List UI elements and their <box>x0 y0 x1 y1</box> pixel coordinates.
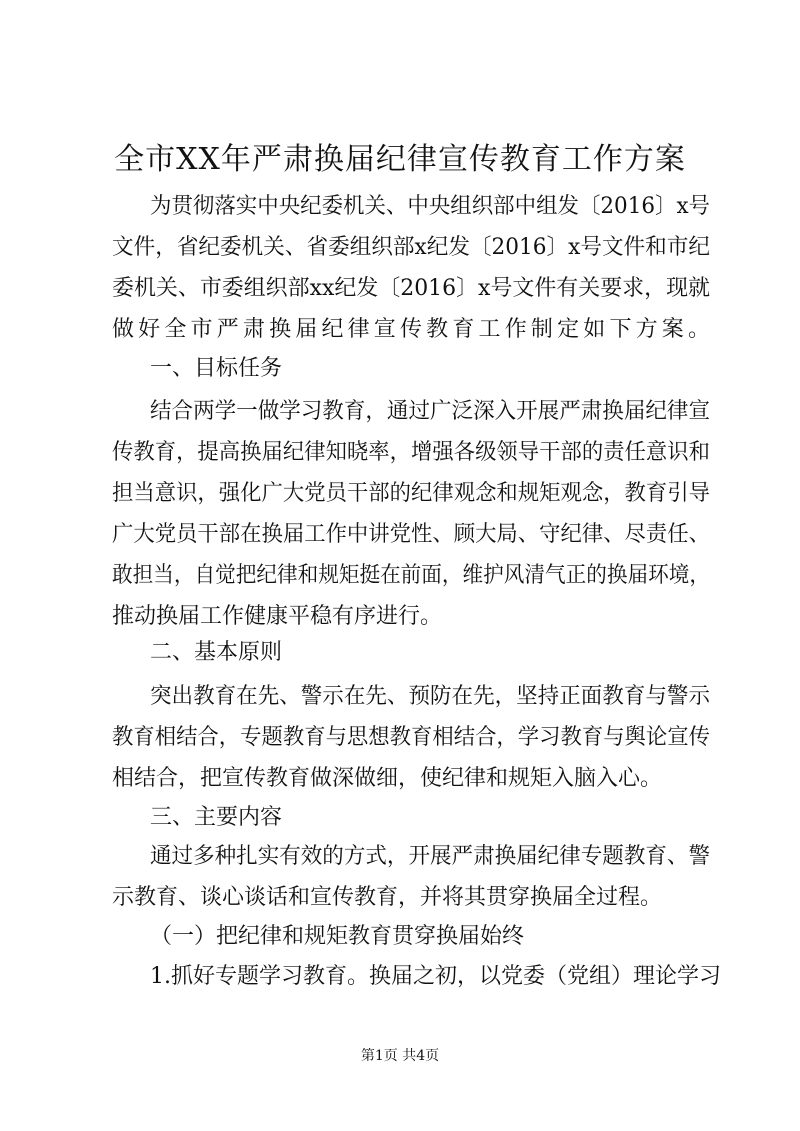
body-line: 委机关、市委组织部xx纪发〔2016〕x号文件有关要求，现就 <box>112 276 710 301</box>
body-line: 做好全市严肃换届纪律宣传教育工作制定如下方案。 <box>112 317 715 342</box>
body-line: 推动换届工作健康平稳有序进行。 <box>112 604 443 629</box>
body-line: 为贯彻落实中央纪委机关、中央组织部中组发〔2016〕x号 <box>150 194 710 219</box>
body-line: 担当意识，强化广大党员干部的纪律观念和规矩观念，教育引导 <box>112 481 710 506</box>
body-line: 突出教育在先、警示在先、预防在先，坚持正面教育与警示 <box>150 684 710 709</box>
section-heading: 三、主要内容 <box>150 805 283 830</box>
body-line: 相结合，把宣传教育做深做细，使纪律和规矩入脑入心。 <box>112 766 663 791</box>
body-line: 敢担当，自觉把纪律和规矩挺在前面，维护风清气正的换届环境， <box>112 563 710 588</box>
section-heading: 二、基本原则 <box>150 640 283 665</box>
body-line: 广大党员干部在换届工作中讲党性、顾大局、守纪律、尽责任、 <box>112 522 710 547</box>
subsection-heading: （一）把纪律和规矩教育贯穿换届始终 <box>150 924 525 949</box>
body-line: 结合两学一做学习教育，通过广泛深入开展严肃换届纪律宣 <box>150 399 710 424</box>
body-line: 教育相结合，专题教育与思想教育相结合，学习教育与舆论宣传 <box>112 725 710 750</box>
body-line: 1.抓好专题学习教育。换届之初，以党委（党组）理论学习 <box>150 964 721 989</box>
body-line: 传教育，提高换届纪律知晓率，增强各级领导干部的责任意识和 <box>112 440 710 465</box>
body-line: 示教育、谈心谈话和宣传教育，并将其贯穿换届全过程。 <box>112 885 663 910</box>
body-line: 通过多种扎实有效的方式，开展严肃换届纪律专题教育、警 <box>150 844 710 869</box>
page-footer: 第1页 共4页 <box>360 1048 440 1064</box>
section-heading: 一、目标任务 <box>150 356 283 381</box>
body-line: 文件，省纪委机关、省委组织部x纪发〔2016〕x号文件和市纪 <box>112 235 710 260</box>
document-title: 全市XX年严肃换届纪律宣传教育工作方案 <box>114 142 686 177</box>
